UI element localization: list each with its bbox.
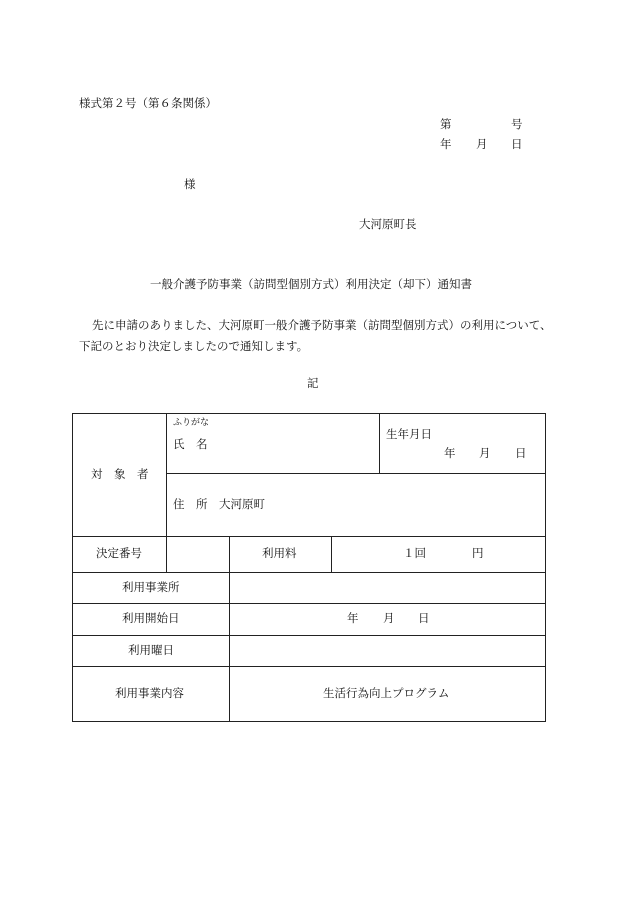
issue-date-month: 月 bbox=[476, 137, 488, 151]
table-border-left bbox=[72, 413, 73, 722]
service-content-value: 生活行為向上プログラム bbox=[323, 686, 450, 700]
decision-number-label: 決定番号 bbox=[96, 546, 142, 560]
table-rule-name-address bbox=[166, 473, 546, 474]
recipient-suffix: 様 bbox=[184, 177, 196, 191]
table-rule-fee-label-left bbox=[229, 536, 230, 722]
table-rule-fee-label-right bbox=[331, 536, 332, 573]
issue-date-day: 日 bbox=[511, 137, 523, 151]
fee-label: 利用料 bbox=[262, 546, 297, 560]
body-text-line-2: 下記のとおり決定しましたので通知します。 bbox=[79, 339, 309, 353]
table-rule-office-start bbox=[72, 603, 546, 604]
start-date-day: 日 bbox=[418, 611, 430, 625]
start-date-month: 月 bbox=[383, 611, 395, 625]
table-rule-start-weekday bbox=[72, 635, 546, 636]
body-text-line-1: 先に申請のありました、大河原町一般介護予防事業（訪問型個別方式）の利用について、 bbox=[92, 318, 552, 332]
service-content-label: 利用事業内容 bbox=[115, 686, 184, 700]
table-border-top bbox=[72, 413, 546, 414]
fee-value: １回 円 bbox=[403, 546, 484, 560]
target-person-label: 対 象 者 bbox=[91, 467, 149, 481]
table-rule-target-decision bbox=[72, 536, 546, 537]
document-number-label: 第 bbox=[440, 117, 452, 131]
weekday-label: 利用曜日 bbox=[128, 643, 174, 657]
form-number: 様式第２号（第６条関係） bbox=[79, 96, 217, 110]
start-date-year: 年 bbox=[347, 611, 359, 625]
birth-date-label: 生年月日 bbox=[386, 427, 432, 441]
birth-date-year: 年 bbox=[444, 446, 456, 460]
decision-table bbox=[72, 413, 546, 722]
table-border-right bbox=[545, 413, 546, 722]
birth-date-day: 日 bbox=[515, 446, 527, 460]
issue-date-year: 年 bbox=[440, 137, 452, 151]
table-rule-decision-office bbox=[72, 572, 546, 573]
table-rule-target-column bbox=[166, 413, 167, 573]
document-number-suffix: 号 bbox=[511, 117, 523, 131]
table-rule-weekday-content bbox=[72, 666, 546, 667]
birth-date-month: 月 bbox=[479, 446, 491, 460]
name-label: 氏 名 bbox=[173, 437, 208, 451]
sender-name: 大河原町長 bbox=[359, 217, 417, 231]
table-border-bottom bbox=[72, 721, 546, 722]
document-title: 一般介護予防事業（訪問型個別方式）利用決定（却下）通知書 bbox=[150, 277, 472, 291]
service-office-label: 利用事業所 bbox=[122, 580, 180, 594]
address-label: 住 所 大河原町 bbox=[173, 497, 265, 511]
start-date-label: 利用開始日 bbox=[122, 611, 180, 625]
ki-heading: 記 bbox=[307, 376, 319, 390]
table-rule-birth-column bbox=[379, 413, 380, 474]
furigana-label: ふりがな bbox=[173, 418, 210, 428]
